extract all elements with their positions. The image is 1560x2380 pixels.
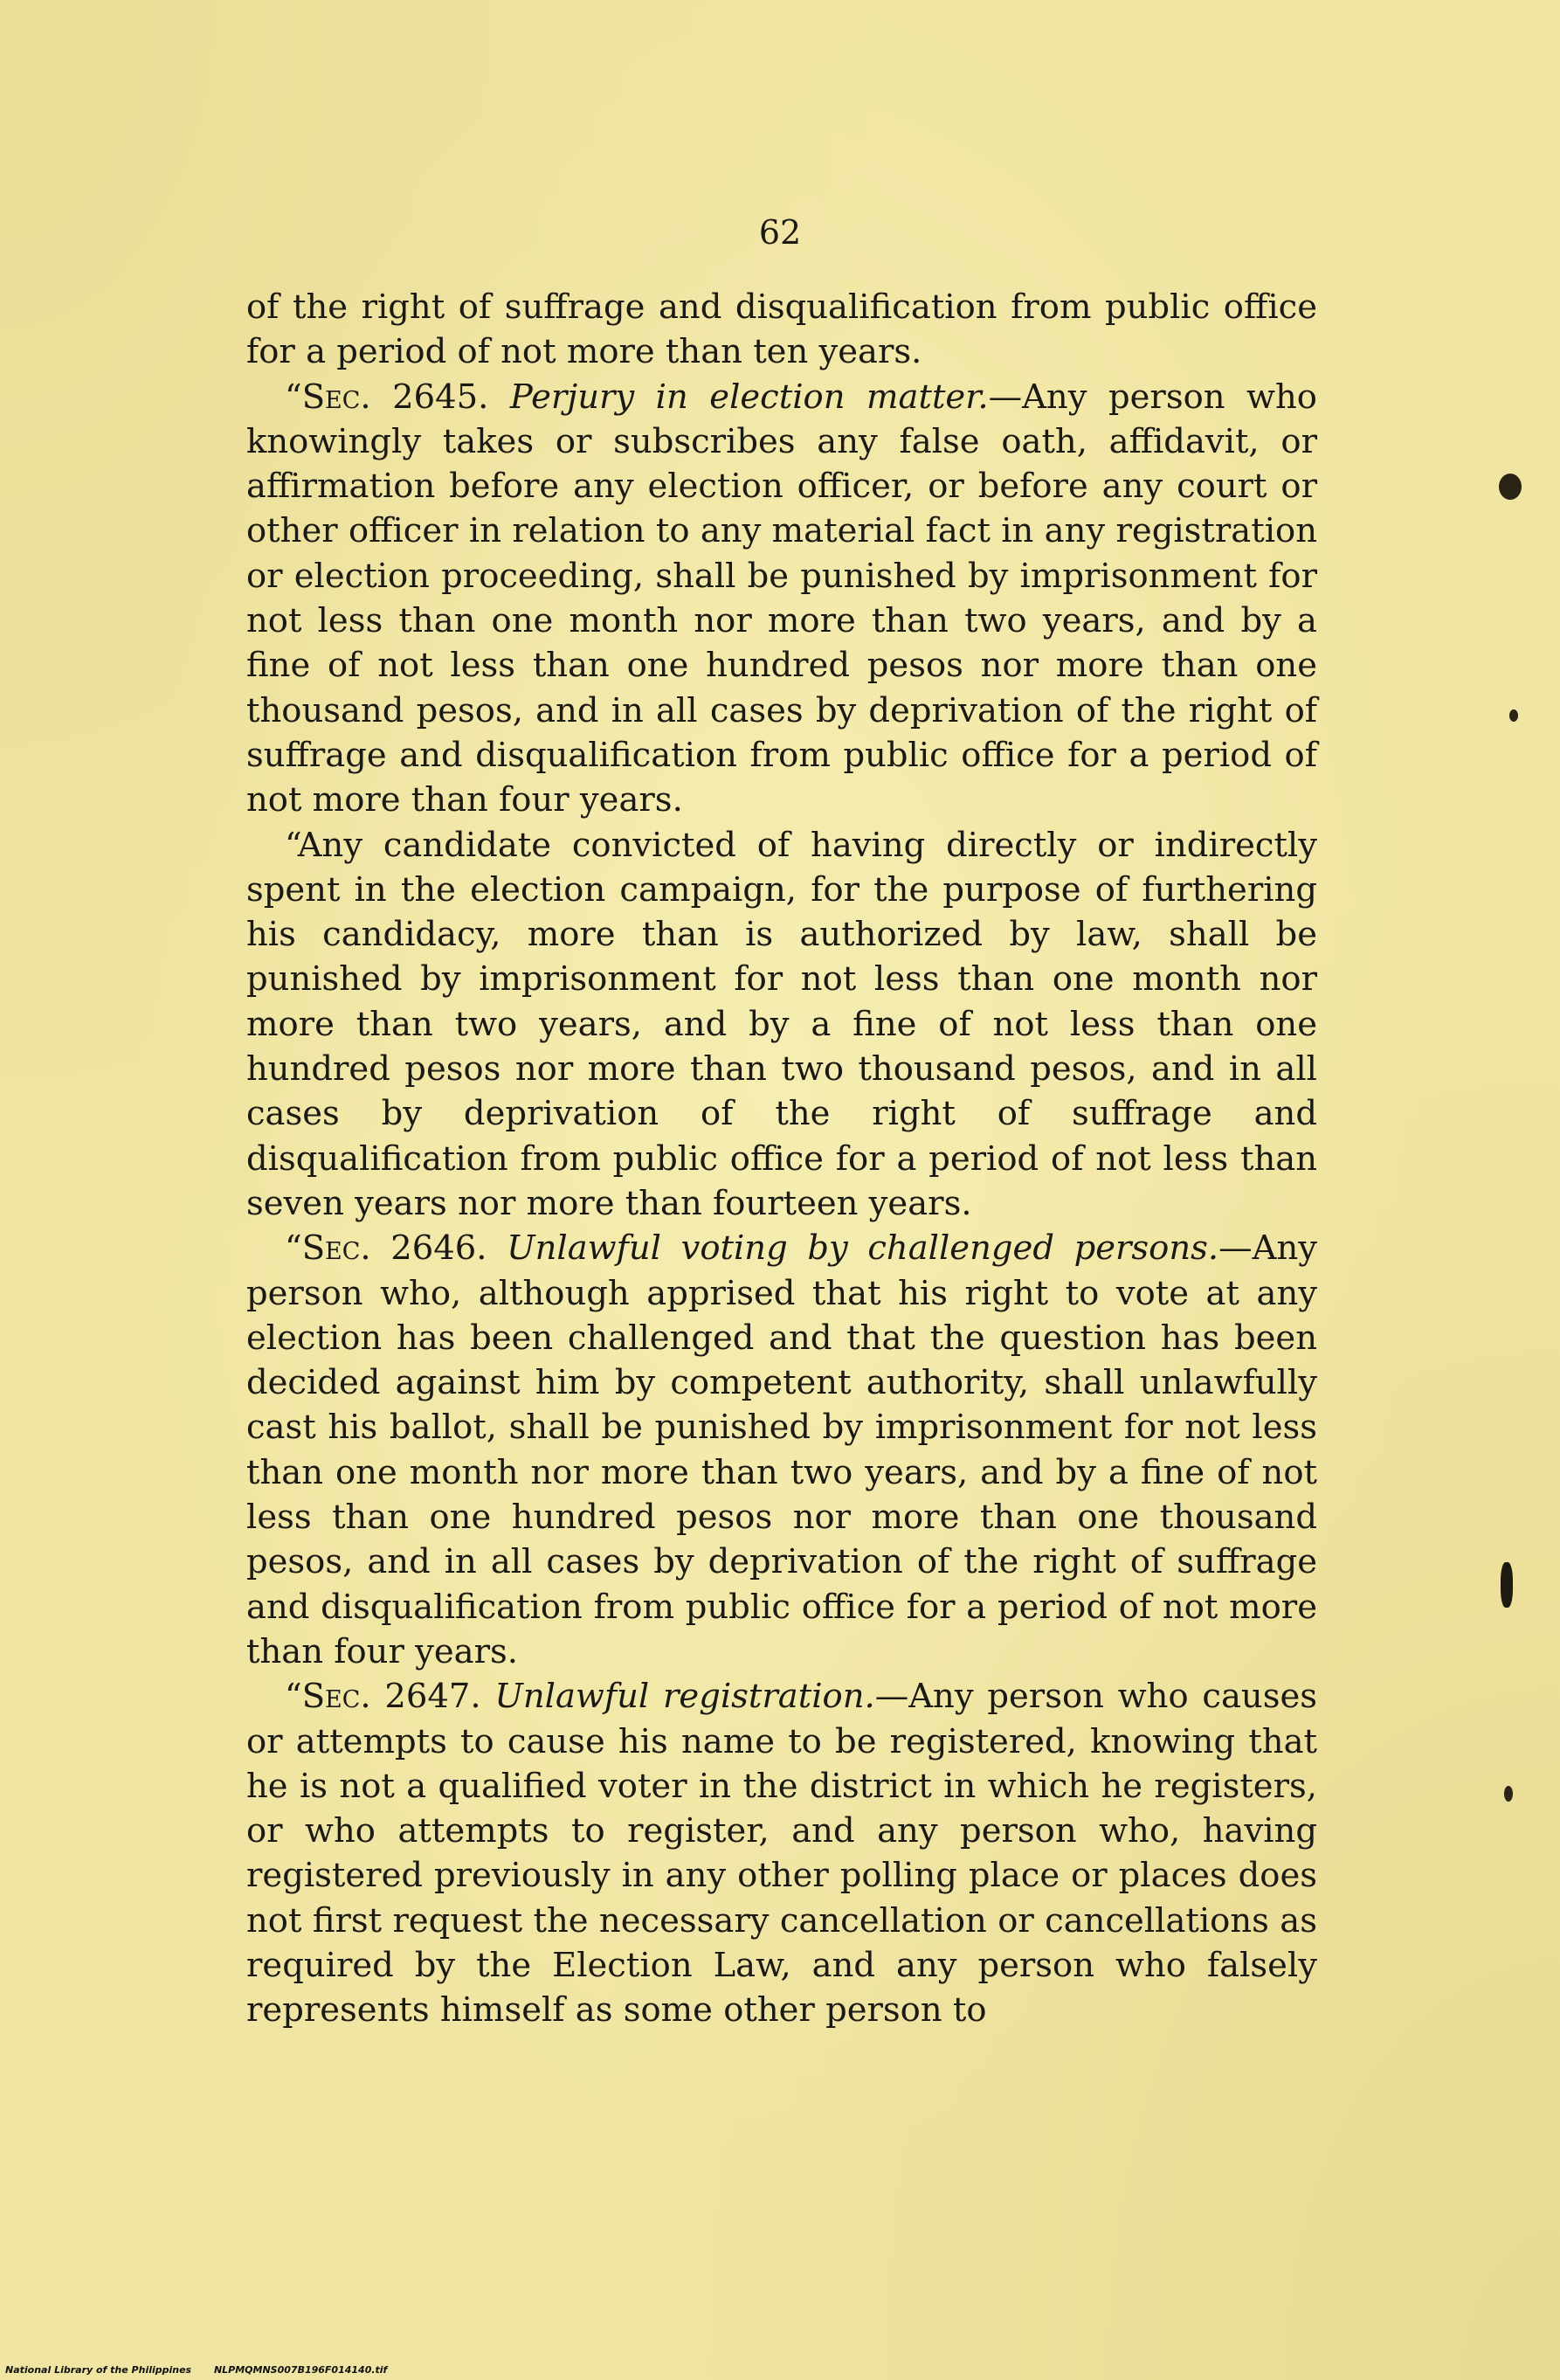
file-identifier: NLPMQMNS007B196F014140.tif [213,2364,388,2376]
text-segment: Unlawful voting by challenged persons. [507,1228,1219,1269]
text-segment: “Any candidate convicted of having directly or indirectly spent in the election campaign, for the purpose of furthering his candidacy, more than is authorized by law, shall be punished by imprisonment for not less than one month nor more than two years, and by a fine of not less than one hundred pesos nor more than two thousand pesos, and in all cases by deprivation of the right of suffrage and disqualification from public office for a period of not less than seven years nor more than fourteen years. [246,825,1317,1223]
paragraph [246,823,1317,1227]
text-segment: “ [285,377,302,417]
text-segment: Sec. [301,1677,371,1717]
text-segment: —Any person who causes or attempts to cause his name to be registered, knowing that he is not a qualified voter in the district in which he registers, or who attempts to register, and any person who, having registered previously in any other polling place or places does not first request the necessary cancellation or cancellations as required by the Election Law, and any person who falsely represents himself as some other person to [246,1677,1317,2031]
ink-blot [1504,1786,1513,1802]
body-text [246,285,1317,2033]
text-segment: —Any person who, although apprised that his right to vote at any election has been challenged and that the question has been decided against him by competent authority, shall unlawfully cast his ballot, shall be punished by imprisonment for not less than one month nor more than two years, and by a fine of not less than one hundred pesos nor more than one thousand pesos, and in all cases by deprivation of the right of suffrage and disqualification from public office for a period of not more than four years. [246,1228,1317,1671]
text-segment: —Any person who knowingly takes or subscribes any false oath, affidavit, or affirmation before any election officer, or before any court or other officer in relation to any material fact in any registration or election proceeding, shall be punished by imprisonment for not less than one month nor more than two years, and by a fine of not less than one hundred pesos nor more than one thousand pesos, and in all cases by deprivation of the right of suffrage and disqualification from public office for a period of not more than four years. [246,377,1317,820]
scan-footer [5,2364,387,2376]
paragraph [246,375,1317,823]
library-credit: National Library of the Philippines [5,2364,192,2376]
text-segment: Sec. [301,1228,371,1269]
text-segment: “ [285,1228,302,1269]
ink-blot [1501,1562,1513,1608]
text-segment: Unlawful registration. [494,1677,875,1717]
text-segment: of the right of suffrage and disqualification from public office for a period of not more than ten years. [246,287,1317,372]
paragraph [246,1674,1317,2032]
page-number: 62 [758,213,802,252]
text-segment: 2647. [370,1677,495,1717]
text-segment: 2645. [370,377,510,417]
paragraph [246,285,1317,375]
text-segment: “ [285,1677,302,1717]
text-segment: 2646. [370,1228,507,1269]
paragraph [246,1226,1317,1674]
ink-blot [1499,474,1522,500]
ink-blot [1509,709,1518,722]
text-segment: Perjury in election matter. [509,377,989,417]
text-segment: Sec. [301,377,371,417]
